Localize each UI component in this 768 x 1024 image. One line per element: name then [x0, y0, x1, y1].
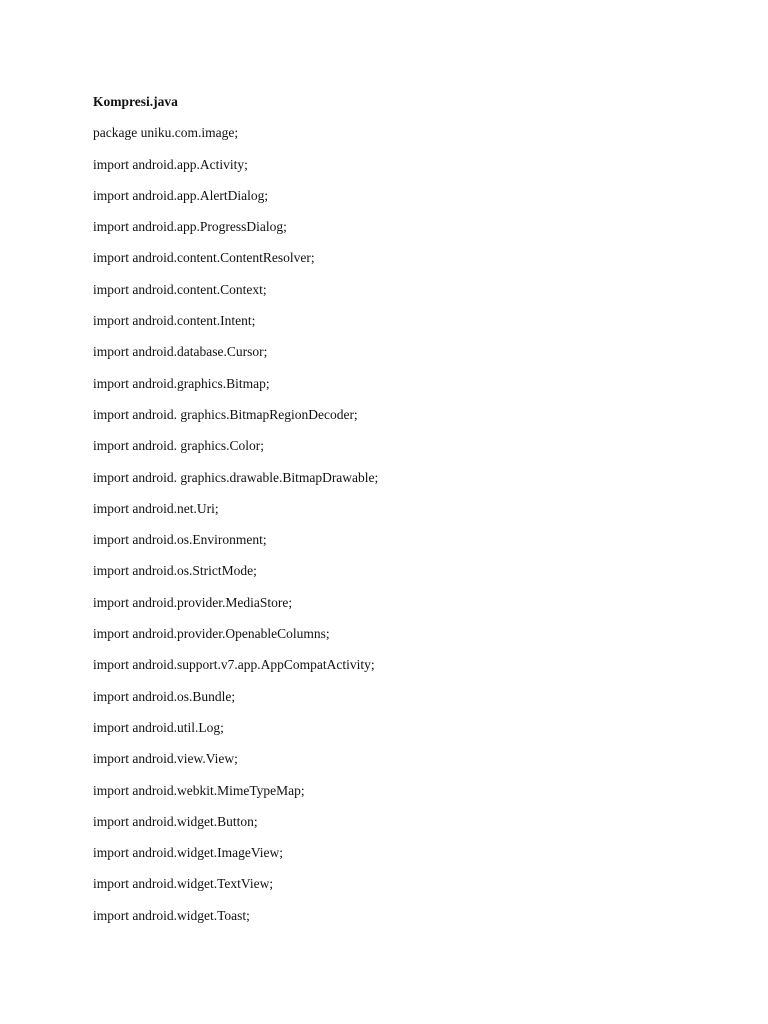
code-line: import android.provider.OpenableColumns; — [93, 626, 330, 642]
document-body — [93, 86, 713, 931]
code-line: import android.os.Environment; — [93, 532, 267, 548]
code-line: import android.app.Activity; — [93, 156, 248, 172]
code-line: import android.support.v7.app.AppCompatActivity; — [93, 657, 375, 673]
code-lines — [93, 117, 713, 931]
code-line: import android. graphics.Color; — [93, 438, 264, 454]
code-line: import android.widget.ImageView; — [93, 845, 284, 861]
code-line: package uniku.com.image; — [93, 125, 239, 141]
code-line: import android.os.Bundle; — [93, 688, 236, 704]
code-line: import android.app.ProgressDialog; — [93, 219, 287, 235]
code-line: import android.webkit.MimeTypeMap; — [93, 782, 305, 798]
code-line: import android.view.View; — [93, 751, 238, 767]
code-line: import android. graphics.BitmapRegionDecoder; — [93, 406, 358, 422]
code-line: import android.database.Cursor; — [93, 344, 268, 360]
code-line: import android.net.Uri; — [93, 500, 219, 516]
code-line: import android.widget.Button; — [93, 813, 258, 829]
code-line: import android.widget.TextView; — [93, 876, 274, 892]
code-line: import android.content.Context; — [93, 281, 267, 297]
code-line: import android.util.Log; — [93, 719, 224, 735]
code-line: import android.widget.Toast; — [93, 907, 250, 923]
code-line: import android. graphics.drawable.BitmapDrawable; — [93, 469, 379, 485]
code-line: import android.graphics.Bitmap; — [93, 375, 270, 391]
document-title: Kompresi.java — [93, 94, 178, 109]
code-line: import android.content.Intent; — [93, 313, 256, 329]
code-line: import android.app.AlertDialog; — [93, 187, 269, 203]
code-line: import android.os.StrictMode; — [93, 563, 257, 579]
code-line: import android.provider.MediaStore; — [93, 594, 293, 610]
code-line: import android.content.ContentResolver; — [93, 250, 315, 266]
